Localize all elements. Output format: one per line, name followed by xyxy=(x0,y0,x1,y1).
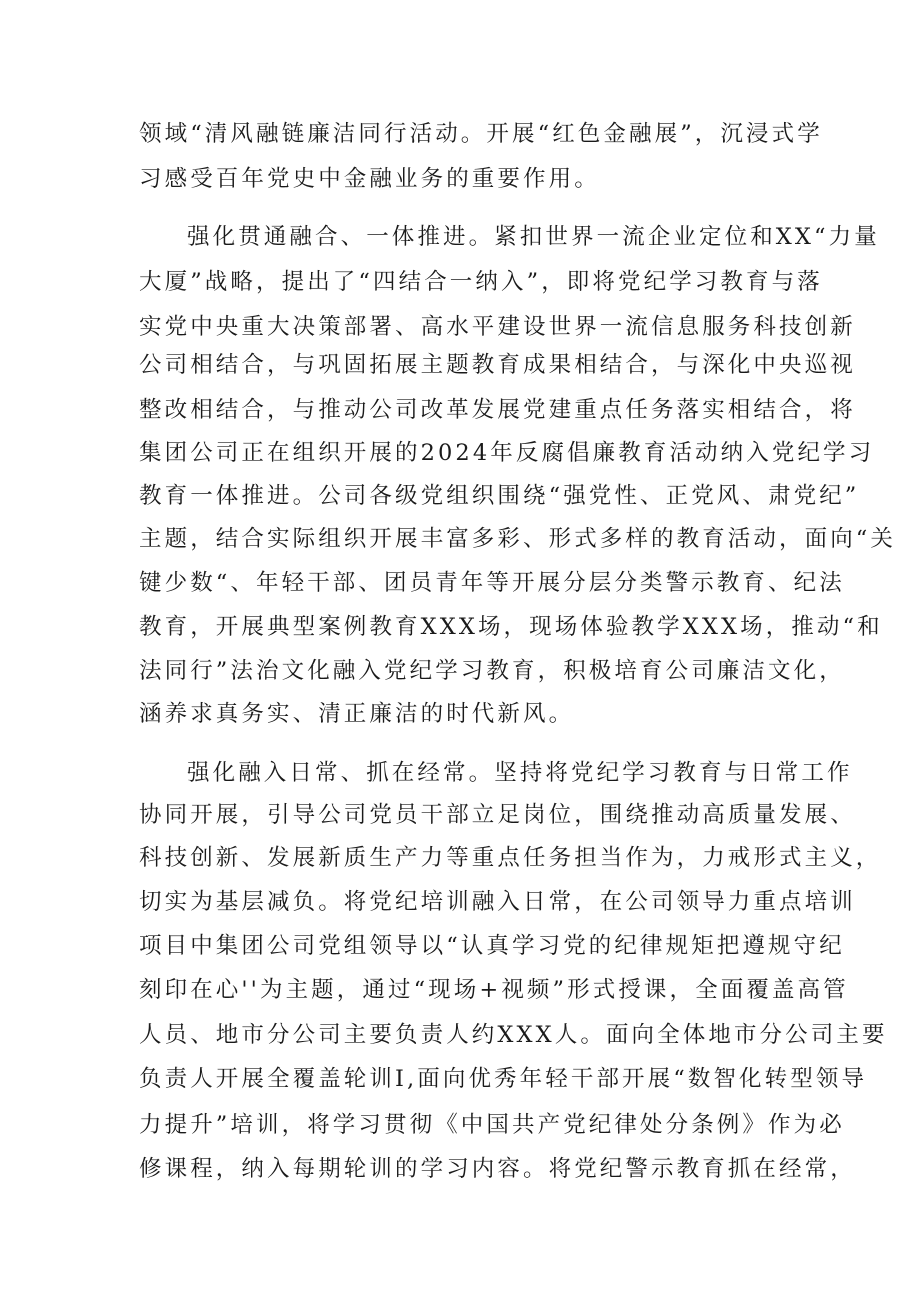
paragraph-line: 领域“清风融链廉洁同行活动。开展“红色金融展”，沉浸式学 xyxy=(139,121,823,147)
paragraph-line: 法同行”法治文化融入党纪学习教育，积极培育公司廉洁文化， xyxy=(139,658,845,684)
paragraph-line: 切实为基层减负。将党纪培训融入日常，在公司领导力重点培训 xyxy=(139,889,856,915)
paragraph-line: 科技创新、发展新质生产力等重点任务担当作为，力戒形式主义， xyxy=(139,845,882,871)
paragraph-line: 涵养求真务实、清正廉洁的时代新风。 xyxy=(139,701,575,727)
paragraph-line: 人员、地市分公司主要负责人约XXX人。面向全体地市分公司主要 xyxy=(139,1022,888,1048)
paragraph-line: 强化融入日常、抓在经常。坚持将党纪学习教育与日常工作 xyxy=(187,760,853,786)
paragraph-line: 修课程，纳入每期轮训的学习内容。将党纪警示教育抓在经常， xyxy=(139,1156,856,1182)
paragraph-line: 项目中集团公司党组领导以“认真学习党的纪律规矩把遵规守纪 xyxy=(139,933,845,959)
paragraph-line: 集团公司正在组织开展的2024年反腐倡廉教育活动纳入党纪学习 xyxy=(139,440,875,466)
paragraph-line: 力提升”培训，将学习贯彻《中国共产党纪律处分条例》作为必 xyxy=(139,1112,845,1138)
paragraph-line: 实党中央重大决策部署、高水平建设世界一流信息服务科技创新 xyxy=(139,314,856,340)
paragraph-line: 教育，开展典型案例教育XXX场，现场体验教学XXX场，推动“和 xyxy=(139,614,883,640)
paragraph-line: 协同开展，引导公司党员干部立足岗位，围绕推动高质量发展、 xyxy=(139,802,856,828)
paragraph-line: 教育一体推进。公司各级党组织围绕“强党性、正党风、肃党纪” xyxy=(139,483,860,509)
paragraph-line: 整改相结合，与推动公司改革发展党建重点任务落实相结合，将 xyxy=(139,397,856,423)
paragraph-line: 负责人开展全覆盖轮训I,面向优秀年轻干部开展“数智化转型领导 xyxy=(139,1066,868,1092)
paragraph-line: 大厦”战略，提出了“四结合一纳入”，即将党纪学习教育与落 xyxy=(139,269,823,295)
paragraph-line: 公司相结合，与巩固拓展主题教育成果相结合，与深化中央巡视 xyxy=(139,352,856,378)
paragraph-line: 刻印在心''为主题，通过“现场+视频”形式授课，全面覆盖高管 xyxy=(139,977,849,1003)
paragraph-line: 习感受百年党史中金融业务的重要作用。 xyxy=(139,166,600,192)
paragraph-line: 强化贯通融合、一体推进。紧扣世界一流企业定位和XX“力量 xyxy=(187,224,880,250)
paragraph-line: 主题，结合实际组织开展丰富多彩、形式多样的教育活动，面向“关 xyxy=(139,526,897,552)
paragraph-line: 键少数“、年轻干部、团员青年等开展分层分类警示教育、纪法 xyxy=(139,570,845,596)
